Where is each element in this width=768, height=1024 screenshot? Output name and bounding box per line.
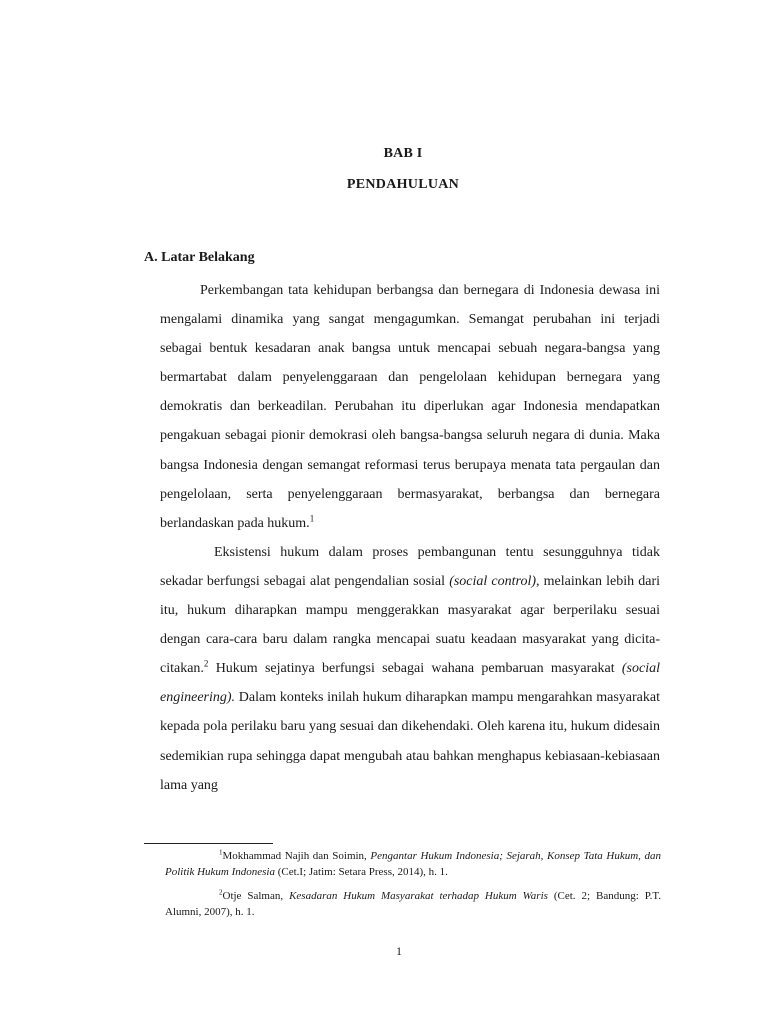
paragraph-2-text-2: , melainkan lebih dari itu, hukum diharapkan mampu menggerakkan masyarakat agar berperilaku sesuai dengan cara-cara baru dalam rangka mencapai suatu keadaan masyarakat yang dicita-citakan. — [160, 573, 661, 677]
paragraph-2-text-3: Hukum sejatinya berfungsi sebagai wahana pembaruan masyarakat — [208, 661, 622, 677]
footnote-1-details: (Cet.I; Jatim: Setara Press, 2014), h. 1. — [274, 865, 448, 878]
footnote-2-details: (Cet. 2; Bandung: P.T. Alumni, 2007), h. 1. — [165, 890, 661, 918]
section-heading: A. Latar Belakang — [144, 250, 255, 265]
footnote-1-number: 1 — [219, 848, 223, 857]
footnote-1-title: Pengantar Hukum Indonesia; Sejarah, Konsep Tata Hukum, dan Politik Hukum Indonesia — [165, 850, 661, 878]
term-social-engineering: (social engineering). — [160, 661, 660, 706]
footnote-1-author: Mokhammad Najih dan Soimin, — [222, 850, 371, 862]
chapter-title: PENDAHULUAN — [346, 177, 460, 192]
body-text — [160, 276, 660, 800]
paragraph-1-text: Perkembangan tata kehidupan berbangsa dan bernegara di Indonesia dewasa ini mengalami dinamika yang sangat mengagumkan. Semangat perubahan ini terjadi sebagai bentuk kesadaran anak bangsa untuk mencapai sebuah negara-bangsa yang bermartabat dalam penyelenggaraan dan pengelolaan kehidupan bernegara yang demokratis dan berkeadilan. Perubahan itu diperlukan agar Indonesia mendapatkan pengakuan sebagai pionir demokrasi oleh bangsa-bangsa seluruh negara di dunia. Maka bangsa Indonesia dengan semangat reformasi terus berupaya menata tata pergaulan dan pengelolaan, serta penyelenggaraan bermasyarakat, berbangsa dan bernegara berlandaskan pada hukum. — [160, 283, 660, 531]
footnote-ref-2: 2 — [203, 658, 209, 669]
paragraph-2-text-4: Dalam konteks inilah hukum diharapkan mampu mengarahkan masyarakat kepada pola perilaku baru yang sesuai dan dikehendaki. Oleh karena itu, hukum didesain sedemikian rupa sehingga dapat mengubah atau bahkan menghapus kebiasaan-kebiasaan lama yang — [160, 690, 660, 793]
paragraph-2-text-1: Eksistensi hukum dalam proses pembangunan tentu sesungguhnya tidak sekadar berfungsi sebagai alat pengendalian sosial — [160, 544, 660, 589]
term-social-control: (social control) — [449, 573, 537, 589]
footnotes — [165, 849, 661, 929]
page-number: 1 — [396, 944, 402, 958]
footnote-2 — [165, 889, 661, 920]
footnote-2-author: Otje Salman, — [222, 890, 290, 902]
footnote-2-title: Kesadaran Hukum Masyarakat terhadap Hukum Waris — [289, 890, 548, 902]
chapter-label: BAB I — [383, 146, 423, 161]
footnote-2-number: 2 — [219, 888, 223, 897]
footnote-1 — [165, 849, 661, 880]
footnote-ref-1: 1 — [309, 513, 315, 524]
paragraph-2 — [160, 538, 660, 800]
footnote-separator — [144, 843, 273, 844]
paragraph-1 — [160, 276, 660, 538]
